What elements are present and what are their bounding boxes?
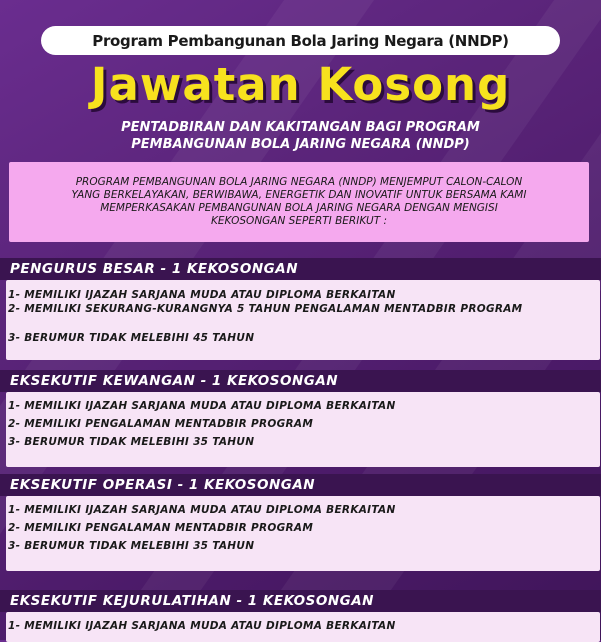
- requirement-item: 3- BERUMUR TIDAK MELEBIHI 35 TAHUN: [8, 436, 255, 448]
- requirements-list: [6, 612, 600, 642]
- requirement-item: 2- MEMILIKI PENGALAMAN MENTADBIR PROGRAM: [8, 418, 314, 430]
- intro-box: [9, 162, 589, 242]
- subtitle-line: PENTADBIRAN DAN KAKITANGAN BAGI PROGRAM: [121, 120, 480, 135]
- page-subtitle: [0, 119, 601, 153]
- intro-line: PROGRAM PEMBANGUNAN BOLA JARING NEGARA (NNDP) MENJEMPUT CALON-CALON: [75, 176, 523, 188]
- vacancy-section-eksekutif-kewangan: [0, 370, 601, 467]
- section-title: EKSEKUTIF OPERASI - 1 KEKOSONGAN: [0, 474, 601, 496]
- page-title: Jawatan Kosong: [90, 58, 511, 111]
- intro-line: MEMPERKASAKAN PEMBANGUNAN BOLA JARING NEGARA DENGAN MENGISI: [100, 202, 498, 214]
- requirement-item: 1- MEMILIKI IJAZAH SARJANA MUDA ATAU DIPLOMA BERKAITAN: [8, 504, 396, 516]
- requirement-item: 1- MEMILIKI IJAZAH SARJANA MUDA ATAU DIPLOMA BERKAITAN: [8, 400, 396, 412]
- requirement-item: 2- MEMILIKI SEKURANG-KURANGNYA 5 TAHUN PENGALAMAN MENTADBIR PROGRAM: [8, 303, 523, 315]
- section-title: PENGURUS BESAR - 1 KEKOSONGAN: [0, 258, 601, 280]
- requirement-item: 3- BERUMUR TIDAK MELEBIHI 35 TAHUN: [8, 540, 255, 552]
- section-title: EKSEKUTIF KEWANGAN - 1 KEKOSONGAN: [0, 370, 601, 392]
- vacancy-section-eksekutif-operasi: [0, 474, 601, 571]
- program-badge: Program Pembangunan Bola Jaring Negara (NNDP): [41, 26, 560, 55]
- requirement-item: 1- MEMILIKI IJAZAH SARJANA MUDA ATAU DIPLOMA BERKAITAN: [8, 289, 396, 301]
- requirements-list: [6, 392, 600, 467]
- intro-line: KEKOSONGAN SEPERTI BERIKUT :: [211, 215, 387, 227]
- requirements-list: [6, 496, 600, 571]
- requirements-list: [6, 280, 600, 360]
- vacancy-section-pengurus-besar: [0, 258, 601, 360]
- vacancy-section-eksekutif-kejurulatihan: [0, 590, 601, 642]
- section-title: EKSEKUTIF KEJURULATIHAN - 1 KEKOSONGAN: [0, 590, 601, 612]
- requirement-item: 3- BERUMUR TIDAK MELEBIHI 45 TAHUN: [8, 332, 255, 344]
- requirement-item: 2- MEMILIKI PENGALAMAN MENTADBIR PROGRAM: [8, 522, 314, 534]
- requirement-item: 1- MEMILIKI IJAZAH SARJANA MUDA ATAU DIPLOMA BERKAITAN: [8, 620, 396, 632]
- intro-line: YANG BERKELAYAKAN, BERWIBAWA, ENERGETIK DAN INOVATIF UNTUK BERSAMA KAMI: [71, 189, 527, 201]
- subtitle-line: PEMBANGUNAN BOLA JARING NEGARA (NNDP): [131, 137, 470, 152]
